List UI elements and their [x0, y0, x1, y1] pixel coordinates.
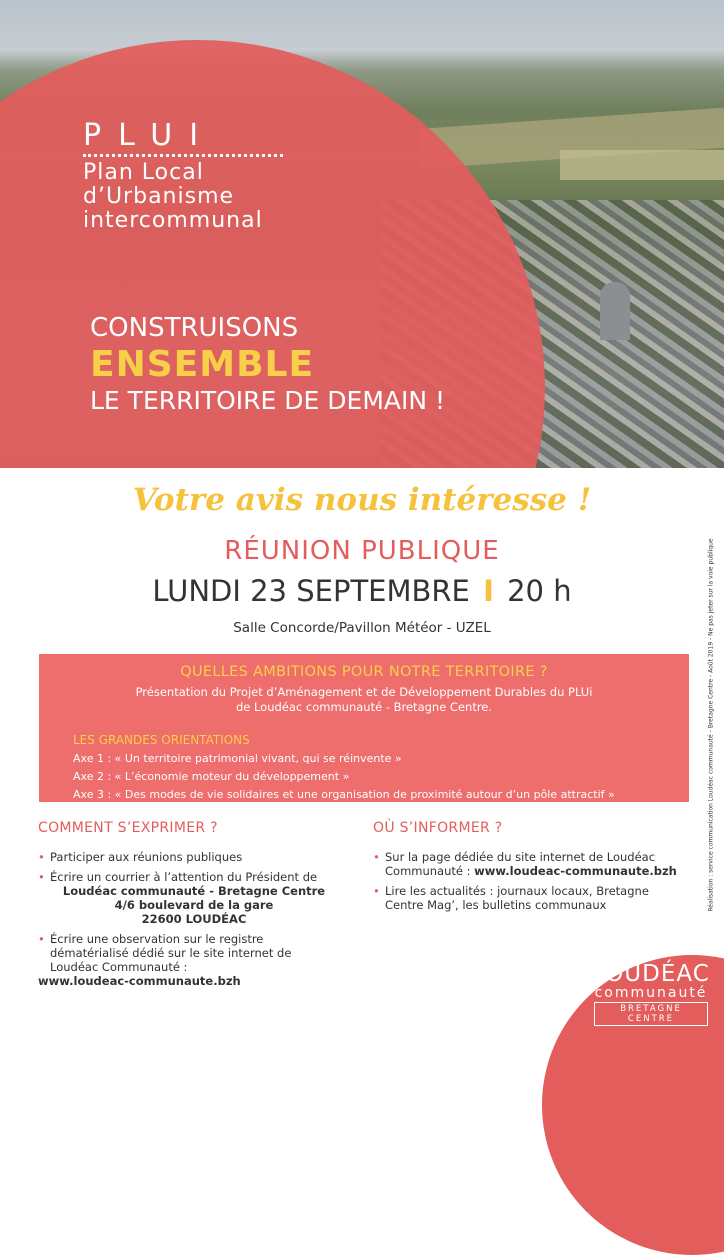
date-text: LUNDI 23 SEPTEMBRE	[152, 574, 470, 608]
axe-1: Axe 1 : « Un territoire patrimonial vivant, qui se réinvente »	[73, 752, 402, 765]
ambitions-description	[39, 685, 689, 715]
church-tower	[600, 282, 630, 340]
item-text: Sur la page dédiée du site internet de Loudéac Communauté :	[385, 850, 656, 878]
landscape-field	[560, 150, 724, 180]
list-item	[373, 850, 683, 878]
list-item	[38, 932, 338, 988]
logo-region: BRETAGNE CENTRE	[594, 1002, 708, 1026]
meeting-place: Salle Concorde/Pavillon Météor - UZEL	[233, 620, 491, 636]
list-item	[38, 870, 338, 926]
address-line-1: Loudéac communauté - Bretagne Centre	[62, 884, 326, 898]
meeting-title: RÉUNION PUBLIQUE	[224, 536, 500, 566]
bullet-icon: •	[38, 932, 45, 946]
inform-heading: OÙ S’INFORMER ?	[373, 820, 503, 836]
item-text: Lire les actualités : journaux locaux, Bretagne Centre Mag’, les bulletins communaux	[385, 884, 649, 912]
express-column	[38, 820, 338, 994]
plui-title	[83, 120, 283, 233]
item-text: Participer aux réunions publiques	[50, 850, 243, 864]
website-link[interactable]: www.loudeac-communaute.bzh	[38, 974, 241, 988]
address-line-2: 4/6 boulevard de la gare	[114, 898, 274, 912]
bullet-icon: •	[38, 850, 45, 864]
tagline: Votre avis nous intéresse !	[132, 482, 592, 518]
item-text: Écrire un courrier à l’attention du Président de	[50, 870, 318, 884]
desc-line-1: Présentation du Projet d’Aménagement et de Développement Durables du PLUi	[135, 685, 593, 699]
slogan-line-3: LE TERRITOIRE DE DEMAIN !	[90, 386, 446, 415]
logo-sub: communauté	[594, 985, 708, 1001]
item-text: Écrire une observation sur le registre dématérialisé dédié sur le site internet de Loudéac Communauté :	[50, 932, 292, 974]
address-line-3: 22600 LOUDÉAC	[141, 912, 247, 926]
slogan-line-2: ENSEMBLE	[90, 344, 315, 385]
bullet-icon: •	[38, 870, 45, 884]
date-separator: I	[483, 574, 494, 608]
express-heading: COMMENT S’EXPRIMER ?	[38, 820, 218, 836]
hero-photo	[0, 0, 724, 468]
plui-line-3: intercommunal	[83, 208, 263, 233]
ambitions-heading: QUELLES AMBITIONS POUR NOTRE TERRITOIRE ?	[180, 664, 548, 680]
axe-2: Axe 2 : « L’économie moteur du développement »	[73, 770, 350, 783]
credit-text	[704, 490, 718, 960]
ambitions-box	[39, 654, 689, 802]
bullet-icon: •	[373, 884, 380, 898]
plui-line-2: d’Urbanisme	[83, 184, 235, 209]
plui-line-1: Plan Local	[83, 160, 204, 185]
logo-name: LOUDÉAC	[592, 961, 710, 987]
orientations-heading: LES GRANDES ORIENTATIONS	[73, 733, 250, 747]
loudeac-logo	[586, 962, 716, 1026]
website-link[interactable]: www.loudeac-communaute.bzh	[474, 864, 677, 878]
desc-line-2: de Loudéac communauté - Bretagne Centre.	[235, 700, 493, 714]
plui-acronym: PLUI	[83, 118, 216, 153]
bullet-icon: •	[373, 850, 380, 864]
meeting-date	[0, 574, 724, 608]
slogan	[90, 312, 445, 416]
inform-column	[373, 820, 683, 918]
axe-3: Axe 3 : « Des modes de vie solidaires et une organisation de proximité autour d’un pôle attractif »	[73, 788, 615, 801]
list-item	[38, 850, 338, 864]
credit-label: Réalisation : service communication Loudéac communauté - Bretagne Centre - Août 2019 - Ne pas jeter sur la voie publique	[707, 538, 715, 912]
list-item	[373, 884, 683, 912]
dotted-divider	[83, 154, 283, 157]
time-text: 20 h	[507, 574, 572, 608]
slogan-line-1: CONSTRUISONS	[90, 313, 299, 343]
